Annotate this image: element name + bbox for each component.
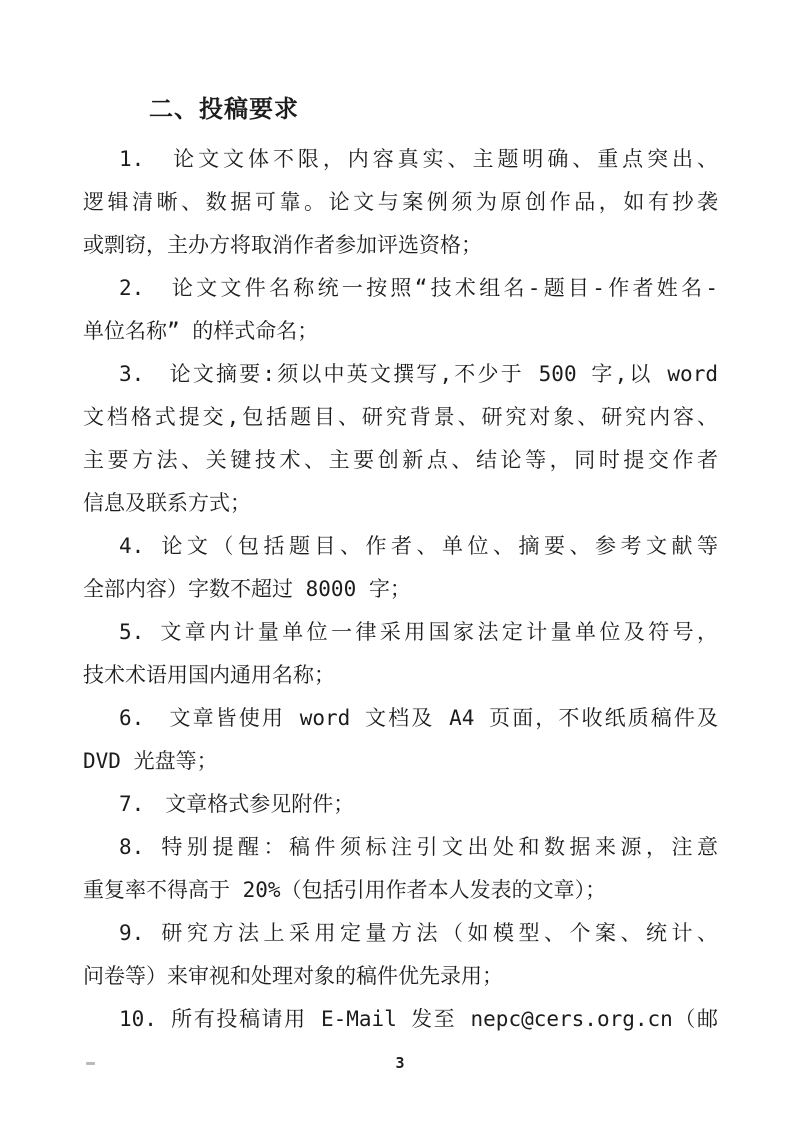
- page-number: 3: [395, 1054, 405, 1072]
- scan-artifact: [86, 1062, 95, 1065]
- text-line: 7. 文章格式参见附件；: [119, 792, 355, 816]
- text-line: 10. 所有投稿请用 E-Mail 发至 nepc@cers.org.cn（邮: [119, 1007, 718, 1031]
- text-line: 2. 论文文件名称统一按照“技术组名-题目-作者姓名-: [119, 276, 718, 300]
- text-line: 全部内容）字数不超过 8000 字；: [83, 577, 411, 601]
- document-body: [83, 88, 718, 1041]
- text-line: 逻辑清晰、数据可靠。论文与案例须为原创作品，如有抄袭: [83, 190, 718, 214]
- text-line: 5. 文章内计量单位一律采用国家法定计量单位及符号，: [119, 620, 718, 644]
- text-line: DVD 光盘等；: [83, 749, 218, 773]
- text-line: 信息及联系方式；: [83, 491, 251, 515]
- text-line: 文档格式提交,包括题目、研究背景、研究对象、研究内容、: [83, 405, 718, 429]
- text-line: 8. 特别提醒：稿件须标注引文出处和数据来源，注意: [119, 835, 718, 859]
- paragraph-lines: [83, 138, 718, 1041]
- text-line: 9. 研究方法上采用定量方法（如模型、个案、统计、: [119, 921, 718, 945]
- text-line: 重复率不得高于 20%（包括引用作者本人发表的文章）；: [83, 878, 607, 902]
- text-line: 6. 文章皆使用 word 文档及 A4 页面，不收纸质稿件及: [119, 706, 718, 730]
- text-line: 主要方法、关键技术、主要创新点、结论等，同时提交作者: [83, 448, 718, 472]
- text-line: 单位名称” 的样式命名；: [83, 319, 319, 343]
- text-line: 或剽窃，主办方将取消作者参加评选资格；: [83, 233, 482, 257]
- text-line: 技术术语用国内通用名称；: [83, 663, 335, 687]
- text-line: 问卷等）来审视和处理对象的稿件优先录用；: [83, 964, 503, 988]
- section-heading: 二、投稿要求: [149, 95, 299, 123]
- text-line: 3. 论文摘要:须以中英文撰写,不少于 500 字,以 word: [119, 362, 718, 386]
- text-line: 1. 论文文体不限，内容真实、主题明确、重点突出、: [119, 147, 718, 171]
- text-line: 4. 论文（包括题目、作者、单位、摘要、参考文献等: [119, 534, 718, 558]
